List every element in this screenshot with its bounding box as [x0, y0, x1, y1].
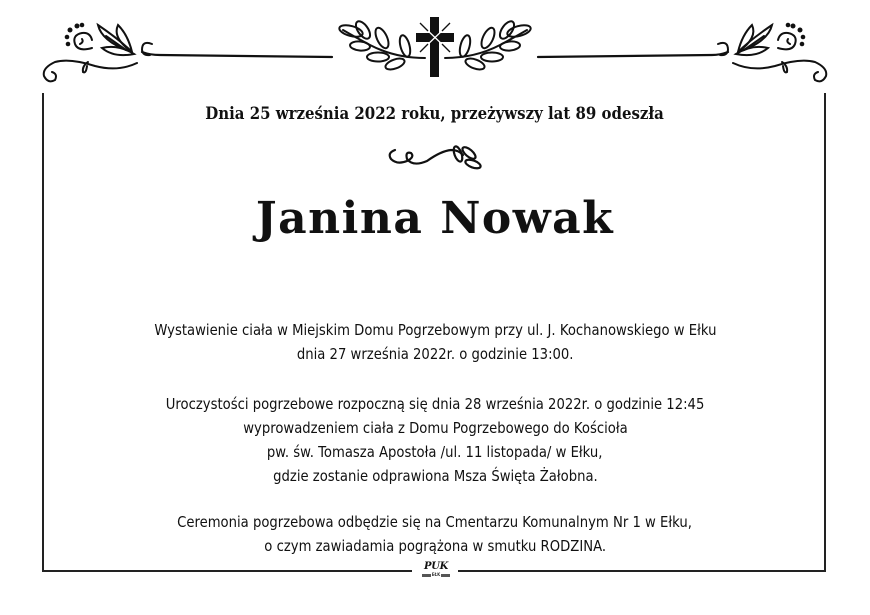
text-line: dnia 27 września 2022r. o godzinie 13:00. — [296, 345, 574, 363]
text-line: wyprowadzeniem ciała z Domu Pogrzebowego do Kościoła — [242, 419, 628, 437]
paragraph-burial — [0, 510, 870, 558]
logo-bar-left — [422, 574, 431, 577]
text-line: Uroczystości pogrzebowe rozpoczną się dnia 28 września 2022r. o godzinie 12:45 — [165, 395, 705, 413]
intro-line — [0, 104, 870, 124]
floral-flourish-icon-right — [718, 25, 826, 81]
puk-logo — [414, 562, 458, 577]
logo-bar-right — [441, 574, 450, 577]
text-line: o czym zawiadamia pogrążona w smutku RODZINA. — [264, 537, 606, 555]
logo-sub — [414, 573, 458, 577]
text-line: pw. św. Tomasza Apostoła /ul. 11 listopada/ w Ełku, — [267, 443, 603, 461]
intro-text: Dnia 25 września 2022 roku, przeżywszy lat 89 odeszła — [205, 104, 665, 124]
text-line: gdzie zostanie odprawiona Msza Święta Żałobna. — [272, 467, 598, 485]
logo-sub-text: EŁK — [431, 572, 441, 577]
paragraph-ceremony — [0, 392, 870, 488]
floral-flourish-icon-left — [44, 25, 152, 81]
frame-bottom-border-left — [42, 570, 412, 572]
text-line: Wystawienie ciała w Miejskim Domu Pogrzebowym przy ul. J. Kochanowskiego w Ełku — [153, 321, 717, 339]
logo-main-text: PUK — [423, 561, 449, 572]
frame-bottom-border-right — [458, 570, 826, 572]
deceased-name: Janina Nowak — [255, 193, 615, 244]
paragraph-viewing — [0, 318, 870, 366]
text-line: Ceremonia pogrzebowa odbędzie się na Cmentarzu Komunalnym Nr 1 w Ełku, — [177, 513, 693, 531]
leaf-swirl-icon — [385, 141, 485, 175]
cross-with-laurel-icon — [338, 17, 532, 77]
top-ornament — [0, 0, 870, 100]
